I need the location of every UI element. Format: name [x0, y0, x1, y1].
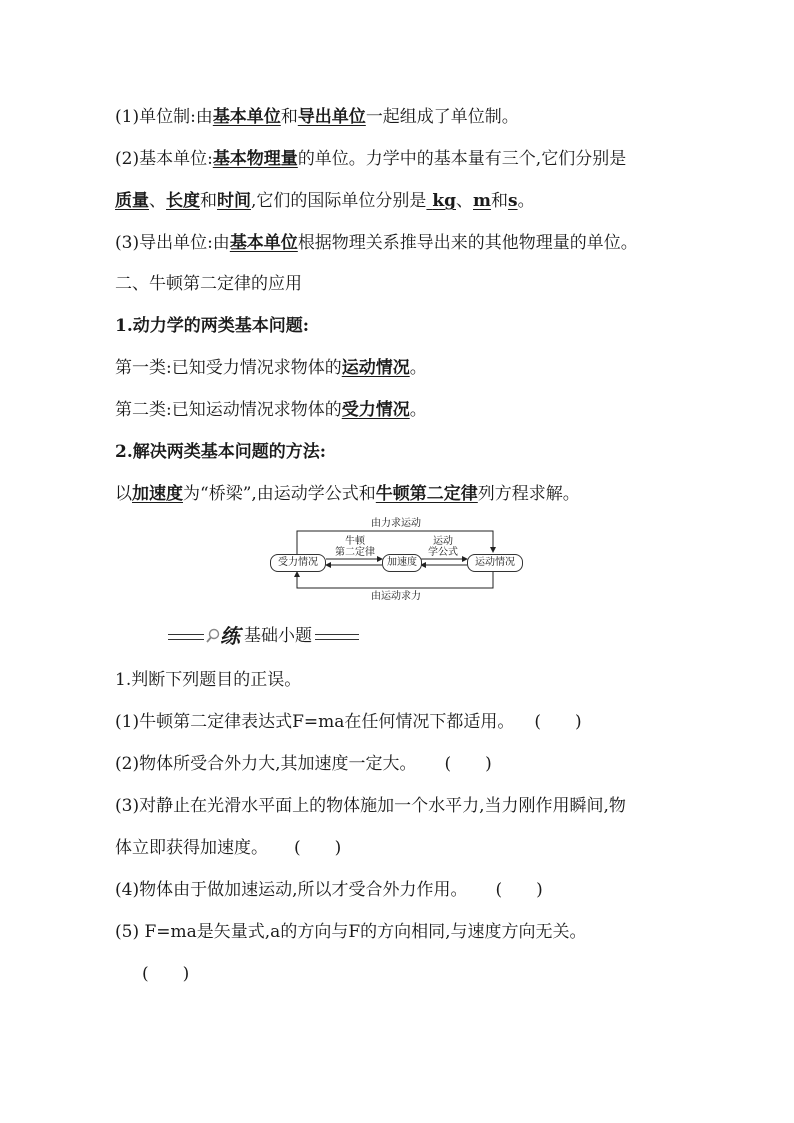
heading-text: 二、牛顿第二定律的应用 — [115, 274, 302, 294]
question-1 — [115, 710, 582, 734]
text: 第二类:已知运动情况求物体的 — [115, 400, 342, 420]
line-second-type — [115, 398, 427, 422]
text: 。 — [409, 400, 427, 420]
answer-blank: 时间 — [217, 191, 251, 211]
answer-blank: 基本物理量 — [212, 149, 298, 169]
text: ,它们的国际单位分别是 — [251, 191, 427, 211]
answer-blank: kg — [432, 191, 456, 211]
box-force-situation: 受力情况 — [270, 554, 326, 572]
text: 。 — [409, 358, 427, 378]
question-intro: 1.判断下列题目的正误。 — [115, 670, 302, 690]
question-3-line-2 — [115, 836, 341, 860]
text: 第一类:已知受力情况求物体的 — [115, 358, 342, 378]
subheading-method — [115, 440, 326, 464]
banner-rule-right — [315, 634, 359, 640]
text: (3)导出单位:由 — [115, 233, 230, 253]
text: 和 — [200, 191, 217, 211]
text: (2)基本单位: — [115, 149, 213, 169]
newton-label-1: 牛顿 — [345, 536, 365, 547]
question-text: (1)牛顿第二定律表达式F=ma在任何情况下都适用。 — [115, 712, 515, 732]
text: 的单位。力学中的基本量有三个,它们分别是 — [297, 149, 627, 169]
newton-label-2: 第二定律 — [335, 547, 375, 558]
line-derived-unit — [115, 231, 638, 255]
text: 、 — [456, 191, 473, 211]
practice-glyph: 练 — [220, 624, 240, 648]
section-heading — [115, 272, 302, 296]
answer-blank: 质量 — [115, 191, 149, 211]
answer-parens[interactable]: ( ) — [444, 754, 492, 774]
subheading-two-problems — [115, 314, 309, 338]
answer-blank: m — [473, 191, 491, 211]
top-loop-label: 由力求运动 — [371, 518, 421, 529]
box-acceleration: 加速度 — [382, 554, 422, 572]
question-4 — [115, 878, 543, 902]
line-first-type — [115, 356, 427, 380]
bottom-loop-label: 由运动求力 — [371, 591, 421, 602]
answer-blank: 加速度 — [132, 484, 183, 504]
banner-rule-left — [168, 634, 204, 640]
question-text: (4)物体由于做加速运动,所以才受合外力作用。 — [115, 880, 468, 900]
question-5-answer[interactable]: ( ) — [142, 964, 190, 984]
answer-blank: 导出单位 — [297, 107, 366, 127]
question-5: (5) F=ma是矢量式,a的方向与F的方向相同,与速度方向无关。 — [115, 922, 587, 942]
line-base-unit — [115, 147, 626, 171]
answer-parens[interactable]: ( ) — [294, 838, 342, 858]
text: 、 — [149, 191, 166, 211]
kinematics-label-2: 学公式 — [428, 547, 458, 558]
text: 列方程求解。 — [477, 484, 580, 504]
answer-blank: 长度 — [166, 191, 200, 211]
heading-text: 2.解决两类基本问题的方法: — [115, 442, 327, 462]
magnifier-icon — [206, 628, 220, 644]
text: 根据物理关系推导出来的其他物理量的单位。 — [297, 233, 638, 253]
question-text: 体立即获得加速度。 — [115, 838, 268, 858]
question-2 — [115, 752, 492, 776]
line-base-quantities — [115, 189, 535, 213]
line-method — [115, 482, 580, 506]
answer-blank: 牛顿第二定律 — [375, 484, 478, 504]
question-text: (2)物体所受合外力大,其加速度一定大。 — [115, 754, 417, 774]
answer-blank: s — [508, 191, 518, 211]
box-motion-situation: 运动情况 — [467, 554, 523, 572]
answer-blank: 受力情况 — [341, 400, 410, 420]
answer-parens[interactable]: ( ) — [495, 880, 543, 900]
answer-parens[interactable]: ( ) — [534, 712, 582, 732]
text: 为“桥梁”,由运动学公式和 — [183, 484, 376, 504]
practice-section-banner — [168, 623, 368, 649]
text: 和 — [280, 107, 298, 127]
answer-blank: 运动情况 — [341, 358, 410, 378]
question-3-line-1: (3)对静止在光滑水平面上的物体施加一个水平力,当力刚作用瞬间,物 — [115, 796, 626, 816]
bottom-loop-arrow — [297, 570, 493, 588]
line-unit-system — [115, 105, 519, 129]
dynamics-flow-diagram — [268, 516, 524, 608]
answer-blank: 基本单位 — [229, 233, 298, 253]
heading-text: 1.动力学的两类基本问题: — [115, 316, 310, 336]
text: 。 — [517, 191, 535, 211]
text: (1)单位制:由 — [115, 107, 213, 127]
kinematics-label-1: 运动 — [433, 536, 453, 547]
text: 以 — [115, 484, 132, 504]
answer-blank: 基本单位 — [212, 107, 281, 127]
section-title: 基础小题 — [244, 626, 312, 646]
text: 一起组成了单位制。 — [365, 107, 519, 127]
text: 和 — [491, 191, 508, 211]
